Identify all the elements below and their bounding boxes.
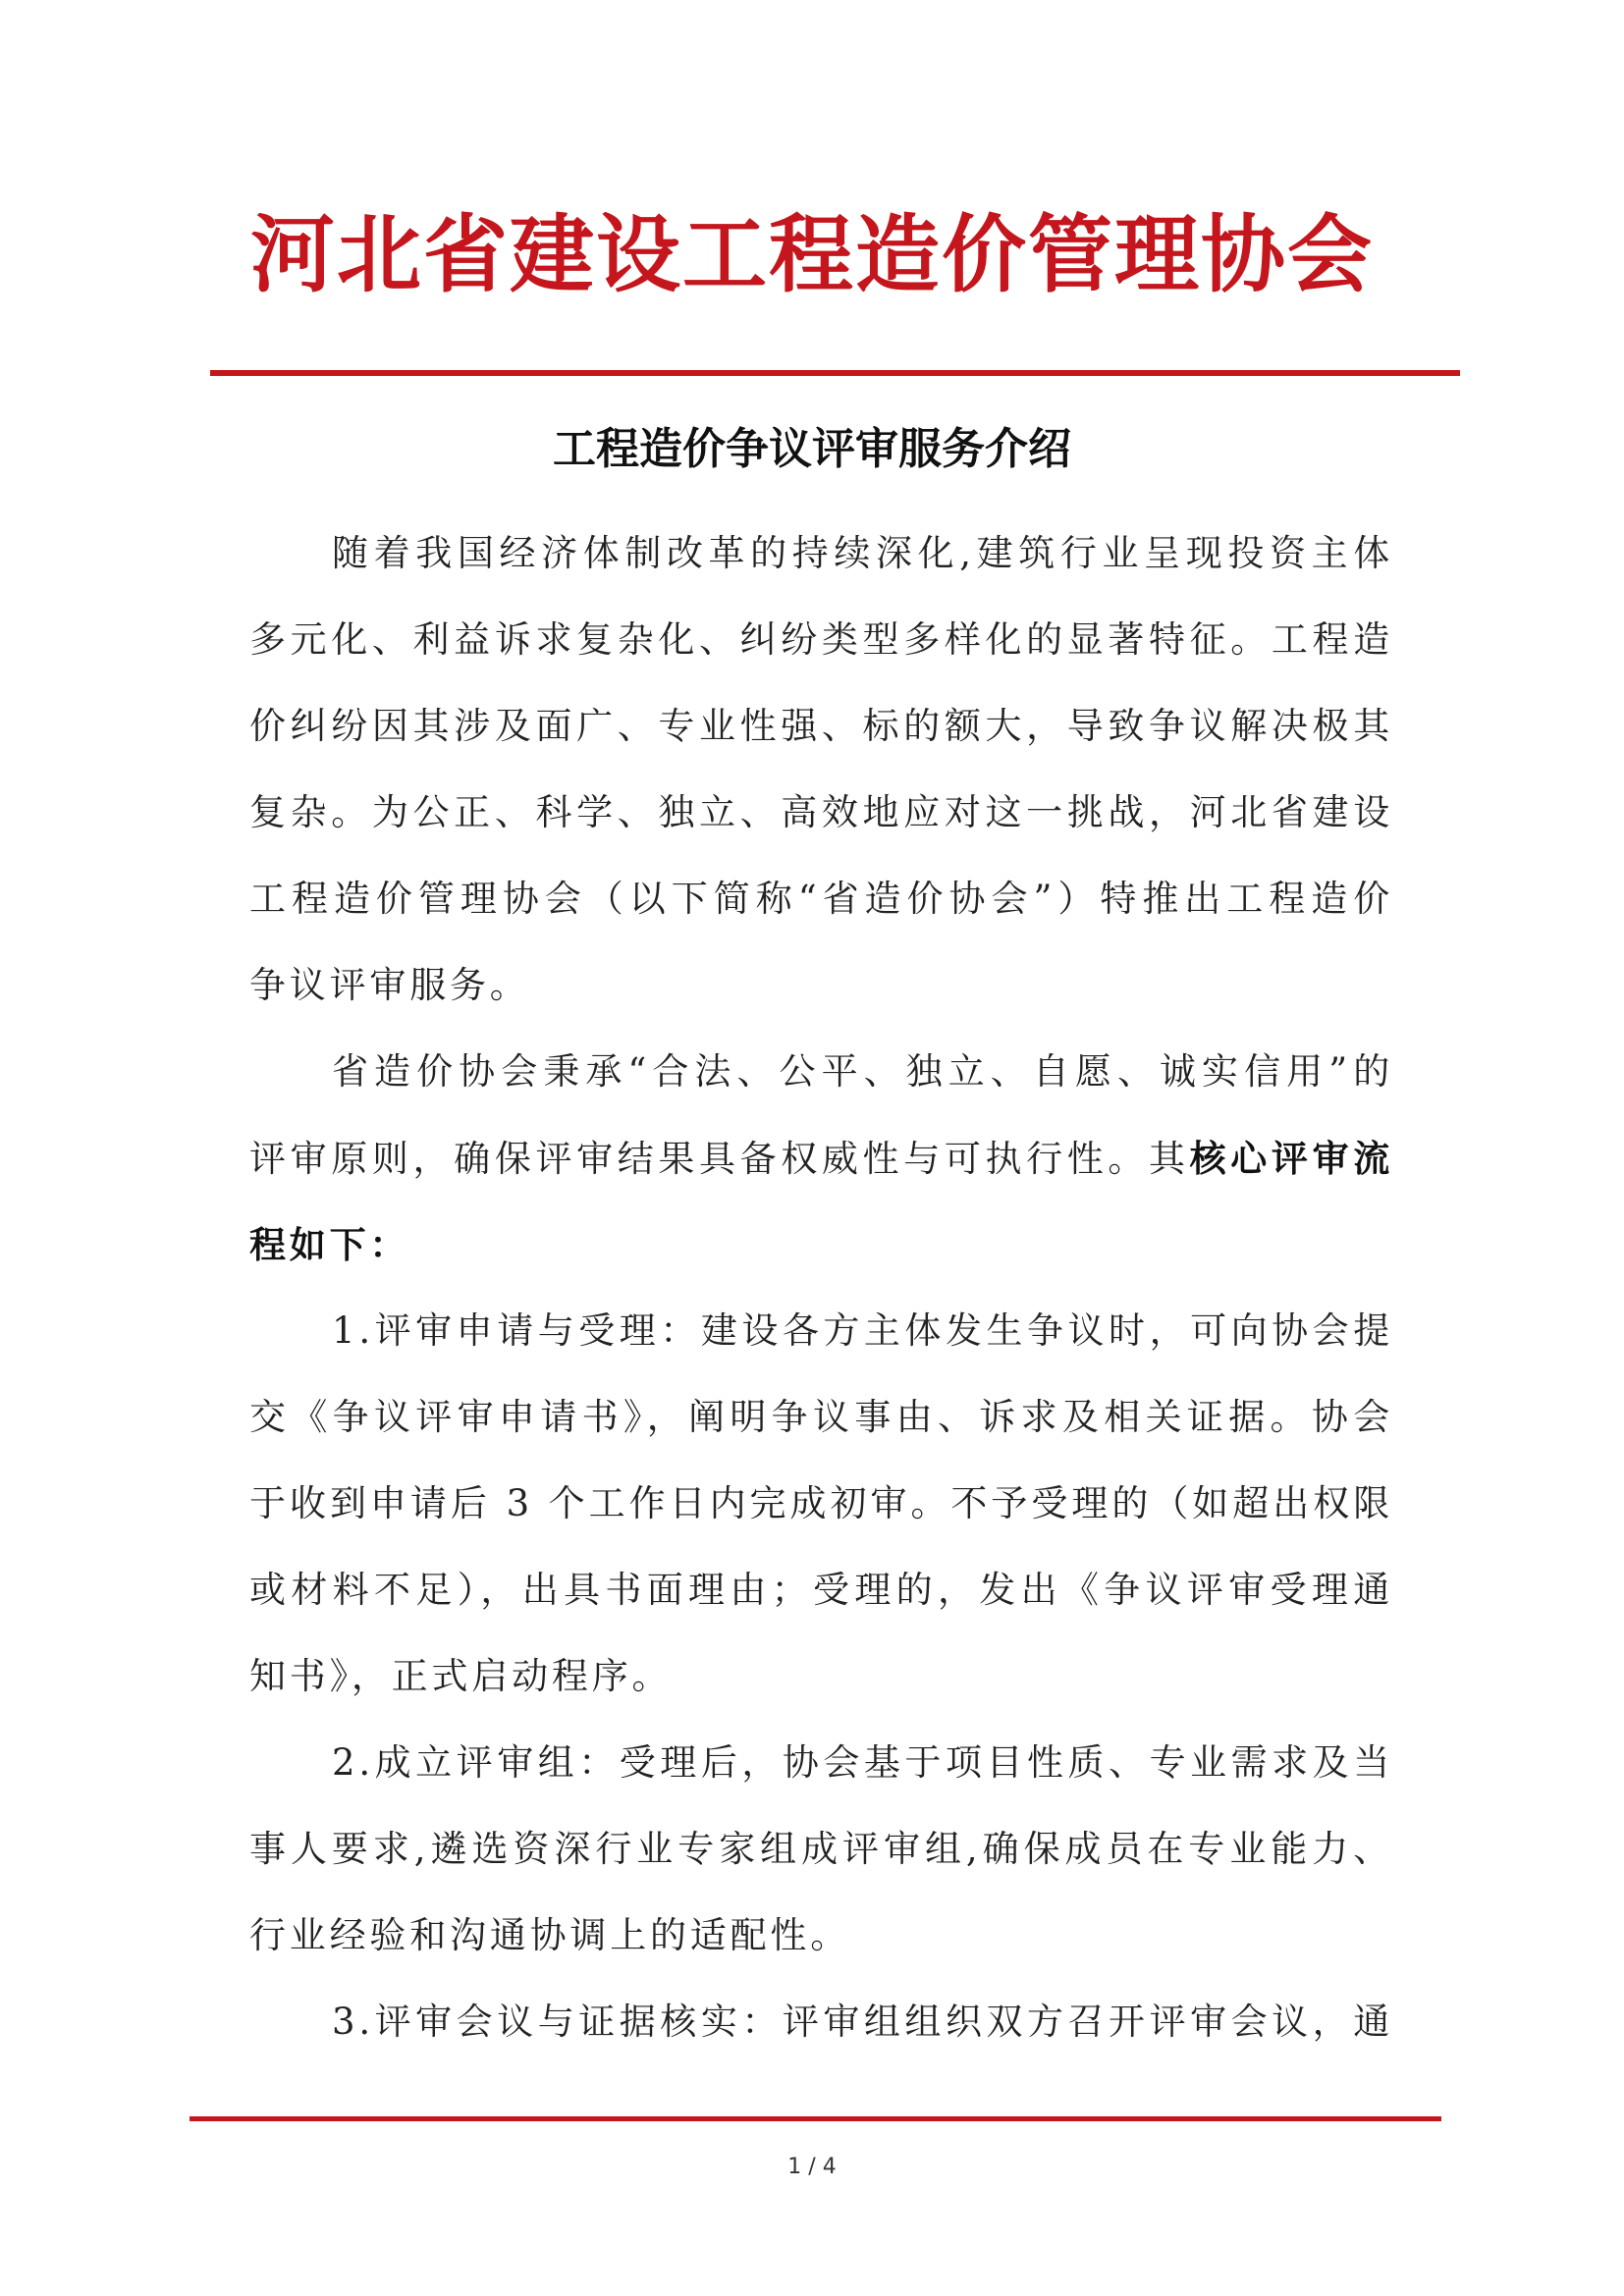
text-line: 价纠纷因其涉及面广、专业性强、标的额大，导致争议解决极其 [249,705,1393,747]
document-body [249,510,1393,2065]
footer-divider [189,2116,1441,2121]
text-line: 知书》，正式启动程序。 [249,1655,673,1697]
text-line: 程如下： [249,1223,410,1266]
org-name-header: 河北省建设工程造价管理协会 [250,205,1374,304]
text-line: 或材料不足），出具书面理由；受理的，发出《争议评审受理通 [249,1569,1393,1611]
paragraph-principles [249,1029,1393,1288]
document-title: 工程造价争议评审服务介绍 [553,424,1071,474]
text-line: 于收到申请后 3 个工作日内完成初审。不予受理的（如超出权限 [249,1482,1393,1524]
text-segment: 评审原则，确保评审结果具备权威性与可执行性。其 [249,1138,1190,1180]
text-line: 事人要求,遴选资深行业专家组成评审组,确保成员在专业能力、 [249,1828,1393,1870]
paragraph-intro [249,510,1393,1029]
text-line: 交《争议评审申请书》，阐明争议事由、诉求及相关证据。协会 [249,1396,1393,1438]
text-line: 多元化、利益诉求复杂化、纠纷类型多样化的显著特征。工程造 [249,618,1393,661]
text-line [249,1115,1393,1201]
text-line: 省造价协会秉承“合法、公平、独立、自愿、诚实信用”的 [332,1050,1393,1093]
paragraph-step-3 [249,1979,1393,2065]
paragraph-step-2 [249,1720,1393,1979]
text-line: 争议评审服务。 [249,964,530,1006]
paragraph-step-1 [249,1288,1393,1720]
text-line: 1.评审申请与受理：建设各方主体发生争议时，可向协会提 [332,1309,1393,1352]
bold-text-segment: 核心评审流 [1189,1137,1394,1180]
text-line: 2.成立评审组：受理后，协会基于项目性质、专业需求及当 [332,1741,1393,1784]
text-line: 工程造价管理协会（以下简称“省造价协会”）特推出工程造价 [249,878,1393,920]
header-divider [210,370,1460,376]
page-number: 1 / 4 [787,2155,837,2179]
text-line: 随着我国经济体制改革的持续深化,建筑行业呈现投资主体 [332,532,1393,574]
text-line: 3.评审会议与证据核实：评审组组织双方召开评审会议，通 [332,2001,1393,2043]
text-line: 复杂。为公正、科学、独立、高效地应对这一挑战，河北省建设 [249,791,1393,833]
text-line: 行业经验和沟通协调上的适配性。 [249,1914,850,1956]
